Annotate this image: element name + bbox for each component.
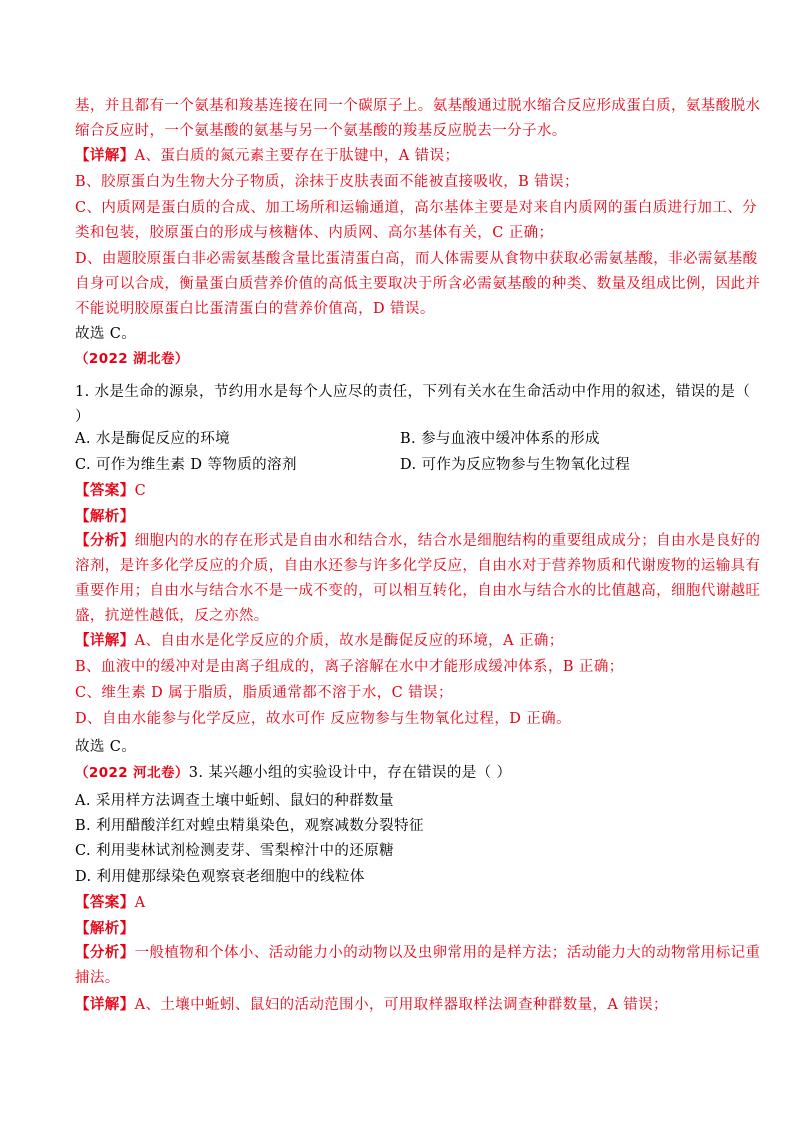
analysis-line [75,530,761,552]
option-a: A. 水是酶促反应的环境 [75,431,230,447]
detail-option-c: C、维生素 D 属于脂质，脂质通常都不溶于水，C 错误； [75,685,453,701]
detail-option-c: C、内质网是蛋白质的合成、加工场所和运输通道，高尔基体主要是对来自内质网的蛋白质进行加工、分 [75,200,757,216]
detail-option-b: B、血液中的缓冲对是由离子组成的，离子溶解在水中才能形成缓冲体系，B 正确； [75,659,624,675]
analysis-tag: 【解析】 [75,509,135,525]
analysis-line-cont: 盛，抗逆性越低，反之亦然。 [75,608,269,624]
detail-option-a [75,994,730,1016]
analysis-tag: 【解析】 [75,921,135,937]
detail-tag: 【详解】 [75,633,135,649]
option-b: B. 参与血液中缓冲体系的形成 [400,431,600,447]
detail-option-a [75,145,730,167]
option-a: A. 采用样方法调查土壤中蚯蚓、鼠妇的种群数量 [75,793,394,809]
detail-text: A、土壤中蚯蚓、鼠妇的活动范围小，可用取样器取样法调查种群数量，A 错误； [134,997,668,1013]
option-c: C. 可作为维生素 D 等物质的溶剂 [75,457,297,473]
source-label: （2022 河北卷） [75,765,189,781]
analysis-line [75,942,761,964]
detail-option-b: B、胶原蛋白为生物大分子物质，涂抹于皮肤表面不能被直接吸收，B 错误； [75,174,579,190]
question-stem: 1. 水是生命的源泉，节约用水是每个人应尽的责任，下列有关水在生命活动中作用的叙述，错误的是（ [75,384,751,400]
question-source [75,348,730,370]
question-stem [75,762,730,784]
detail-option-a [75,630,730,652]
analysis-tag-line [75,506,730,528]
choose-text: 故选 C。 [75,326,137,342]
source-label: （2022 湖北卷） [75,351,189,367]
detail-tag: 【详解】 [75,997,135,1013]
answer-tag: 【答案】 [75,895,135,911]
analysis-text-line: 基，并且都有一个氨基和羧基连接在同一个碳原子上。氨基酸通过脱水缩合反应形成蛋白质，氨基酸脱水 [75,98,761,114]
analysis-text-line: 缩合反应时，一个氨基酸的氨基与另一个氨基酸的羧基反应脱去一分子水。 [75,123,567,139]
option-d: D. 利用健那绿染色观察衰老细胞中的线粒体 [75,869,365,885]
option-b: B. 利用醋酸洋红对蝗虫精巢染色，观察减数分裂特征 [75,818,424,834]
answer-tag: 【答案】 [75,483,135,499]
detail-option-c-cont: 类和包装，胶原蛋白的形成与核糖体、内质网、高尔基体有关，C 正确； [75,225,554,241]
stem-text: 3. 某兴趣小组的实验设计中，存在错误的是（ ） [188,765,512,781]
fenxi-text: 细胞内的水的存在形式是自由水和结合水，结合水是细胞结构的重要组成成分；自由水是良好的 [134,533,761,549]
detail-option-d-cont: 不能说明胶原蛋白比蛋清蛋白的营养价值高，D 错误。 [75,301,435,317]
detail-option-d: D、由题胶原蛋白非必需氨基酸含量比蛋清蛋白高，而人体需要从食物中获取必需氨基酸，非必需氨基酸 [75,251,758,267]
analysis-line-cont: 溶剂，是许多化学反应的介质，自由水还参与许多化学反应，自由水对于营养物质和代谢废物的运输具有 [75,558,761,574]
answer-line [75,892,730,914]
detail-tag: 【详解】 [75,148,135,164]
answer-line [75,480,730,502]
analysis-tag-line [75,918,730,940]
detail-text: A、自由水是化学反应的介质，故水是酶促反应的环境，A 正确； [134,633,564,649]
question-stem-cont: ） [75,409,90,425]
fenxi-tag: 【分析】 [75,533,135,549]
choose-text: 故选 C。 [75,739,137,755]
fenxi-text: 一般植物和个体小、活动能力小的动物以及虫卵常用的是样方法；活动能力大的动物常用标记重 [134,945,761,961]
detail-option-d-cont: 自身可以合成，衡量蛋白质营养价值的高低主要取决于所含必需氨基酸的种类、数量及组成比例，因此并 [75,276,761,292]
answer-value: A [134,895,146,911]
answer-value: C [134,483,147,499]
detail-text: A、蛋白质的氮元素主要存在于肽键中，A 错误； [134,148,460,164]
analysis-line-cont: 捕法。 [75,970,120,986]
option-c: C. 利用斐林试剂检测麦芽、雪梨榨汁中的还原糖 [75,843,394,859]
analysis-line-cont: 重要作用；自由水与结合水不是一成不变的，可以相互转化，自由水与结合水的比值越高，细胞代谢越旺 [75,583,761,599]
detail-option-d: D、自由水能参与化学反应，故水可作 反应物参与生物氧化过程，D 正确。 [75,711,571,727]
fenxi-tag: 【分析】 [75,945,135,961]
option-d: D. 可作为反应物参与生物氧化过程 [400,457,631,473]
